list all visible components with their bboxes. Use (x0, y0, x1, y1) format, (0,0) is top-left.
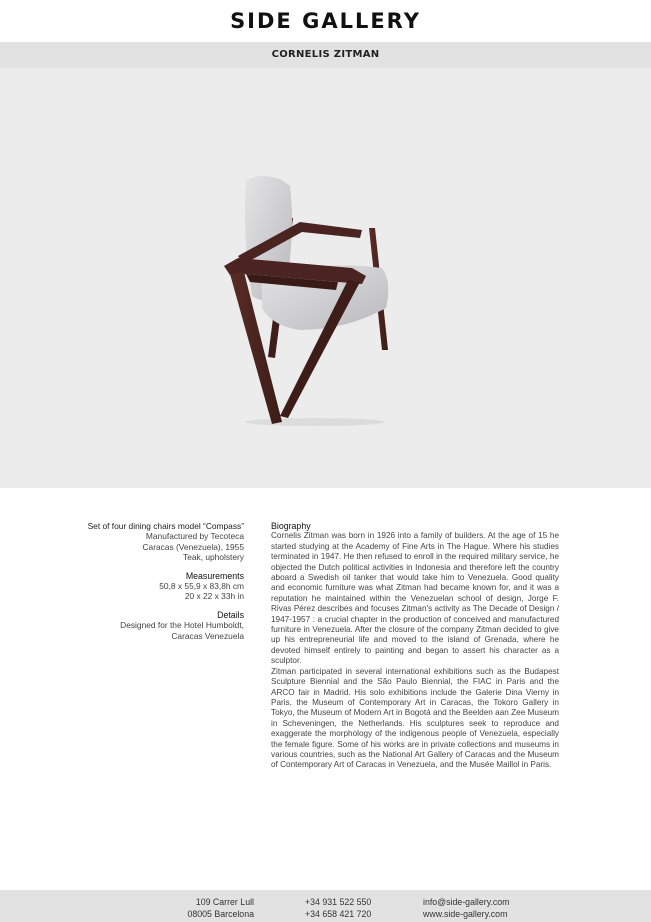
product-title: Set of four dining chairs model “Compass” (87, 521, 244, 531)
phone-2[interactable]: +34 658 421 720 (305, 909, 372, 919)
biography-paragraph-1: Cornelis Zitman was born in 1926 into a family of builders. At the age of 15 he started studying at the Academy of Fine Arts in The Hague. Where his studies terminated in 1947. He then refused to enroll in the required military service, he objected the Dutch political activities in Indonesia and therefore left the country aboard a Swedish oil tanker that would take him to Venezuela. Good quality and economic furniture was what Zitman had became known for, and it was a reputation he maintained within the Venezuelan school of design, Jorge F. Rivas Pérez describes and focuses Zitman's activity as The Decade of Design / 1947-1957 : a crucial chapter in the production of conceived and manufactured furniture in Venezuela. After the closure of the company Zitman decided to give up his entrepreneurial life and moved to the island of Grenada, where he devoted himself entirely to painting and began to assert his character as a sculptor. (271, 531, 559, 666)
details-line-2: Caracas Venezuela (171, 630, 244, 641)
address-line-1: 109 Carrer Lull (195, 897, 254, 907)
address-line-2: 08005 Barcelona (187, 909, 254, 919)
contact-footer (0, 890, 651, 922)
footer-web (423, 896, 510, 920)
measurements-heading: Measurements (185, 570, 244, 581)
email-link[interactable]: info@side-gallery.com (423, 897, 510, 907)
product-materials: Teak, upholstery (183, 552, 244, 563)
measurements-cm: 50,8 x 55,9 x 83,8h cm (159, 581, 244, 592)
biography-section (271, 521, 559, 771)
product-photo (0, 68, 651, 488)
product-info (40, 521, 244, 641)
website-link[interactable]: www.side-gallery.com (423, 909, 508, 919)
footer-address (178, 896, 254, 920)
product-origin: Caracas (Venezuela), 1955 (142, 541, 244, 552)
biography-paragraph-2: Zitman participated in several international exhibitions such as the Budapest Sculpture Biennial and the São Paulo Biennial, the FIAC in Paris and the ARCO fair in Madrid. His solo exhibitions include the Galerie Dina Vierny in Paris, the Museum of Contemporary Art in Caracas, the Tokoro Gallery in Tokyo, the Museum of Modern Art in Bogotá and the Beelden aan Zee Museum in Scheveningen, the Netherlands. His sculptures seek to reproduce and exaggerate the morphology of the indigenous people of Venezuela, especially the female figure. Some of his works are in private collections and museums in various countries, such as the National Art Gallery of Caracas and the Museum of Contemporary Art of Caracas in Venezuela, and the Musée Maillol in Paris. (271, 666, 559, 770)
footer-phones (305, 896, 371, 920)
biography-heading: Biography (271, 521, 311, 531)
details-line-1: Designed for the Hotel Humboldt, (120, 620, 244, 631)
chair-shadow (245, 418, 385, 426)
details-heading: Details (217, 609, 244, 620)
product-manufacturer: Manufactured by Tecoteca (145, 531, 244, 542)
designer-name-bar (0, 42, 651, 68)
brand-logo: SIDE GALLERY (230, 9, 421, 33)
phone-1[interactable]: +34 931 522 550 (305, 897, 372, 907)
designer-name: CORNELIS ZITMAN (271, 49, 380, 60)
chair-illustration (0, 68, 651, 488)
measurements-in: 20 x 22 x 33h in (184, 591, 244, 602)
